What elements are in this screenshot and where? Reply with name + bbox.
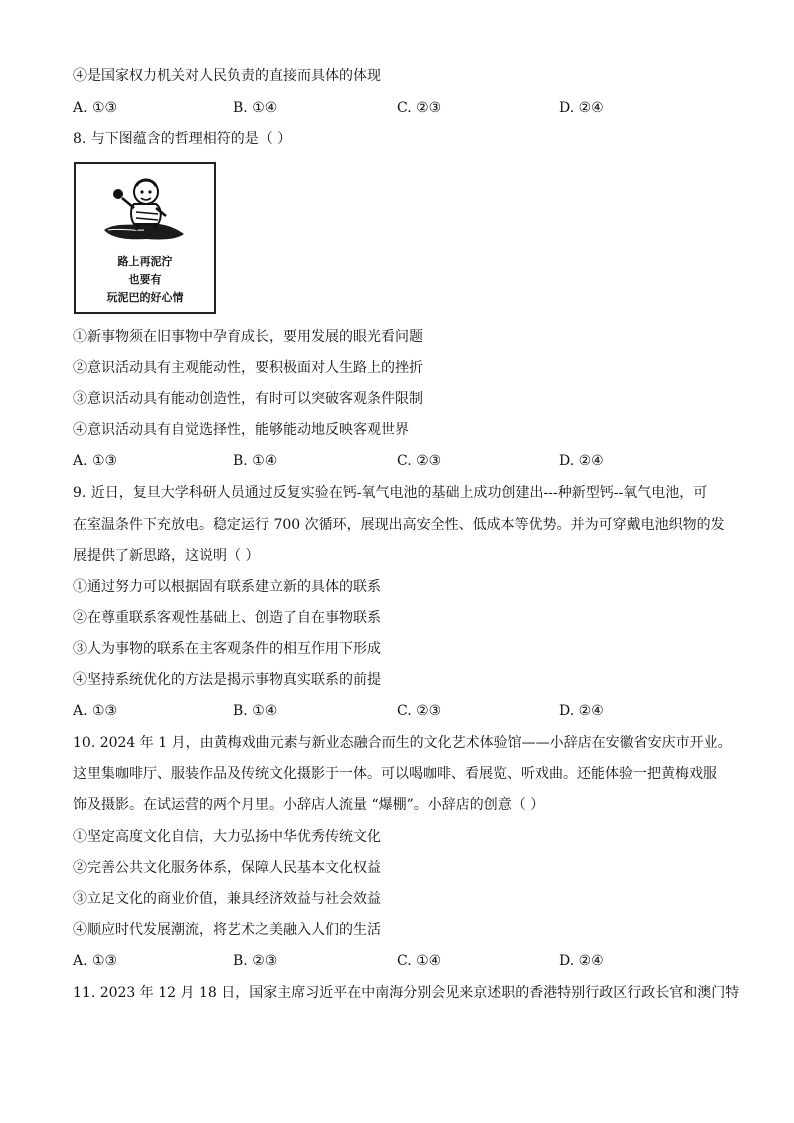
q8-statement-3: ③意识活动具有能动创造性，有时可以突破客观条件限制	[73, 391, 423, 407]
cartoon-caption-line-3: 玩泥巴的好心情	[106, 291, 184, 304]
q10-statement-2: ②完善公共文化服务体系，保障人民基本文化权益	[73, 860, 381, 876]
q9-option-c[interactable]: C. ②③	[397, 703, 442, 719]
q10-option-a[interactable]: A. ①③	[73, 953, 118, 969]
q7-option-b[interactable]: B. ①④	[233, 100, 278, 116]
q9-stem-line-2: 在室温条件下充放电。稳定运行 700 次循环，展现出高安全性、低成本等优势。并为可穿戴电池织物的发	[73, 517, 725, 533]
q9-option-d[interactable]: D. ②④	[559, 703, 604, 719]
q10-statement-1: ①坚定高度文化自信，大力弘扬中华优秀传统文化	[73, 829, 381, 845]
q10-stem-line-3: 饰及摄影。在试运营的两个月里。小辞店人流量 “爆棚”。小辞店的创意（ ）	[73, 797, 545, 813]
q7-options	[73, 99, 733, 117]
cartoon-caption-line-2: 也要有	[128, 273, 162, 286]
q11-stem-line-1: 11. 2023 年 12 月 18 日，国家主席习近平在中南海分别会见来京述职的香港特别行政区行政长官和澳门特	[73, 985, 740, 1001]
q10-option-d[interactable]: D. ②④	[559, 953, 604, 969]
q7-option-d[interactable]: D. ②④	[559, 100, 604, 116]
q10-stem-line-1: 10. 2024 年 1 月，由黄梅戏曲元素与新业态融合而生的文化艺术体验馆——小辞店在安徽省安庆市开业。	[73, 735, 732, 751]
q9-statement-4: ④坚持系统优化的方法是揭示事物真实联系的前提	[73, 672, 381, 688]
q10-statement-4: ④顺应时代发展潮流，将艺术之美融入人们的生活	[73, 922, 381, 938]
q9-statement-3: ③人为事物的联系在主客观条件的相互作用下形成	[73, 641, 381, 657]
q7-option-a[interactable]: A. ①③	[73, 100, 118, 116]
q9-stem-line-3: 展提供了新思路，这说明（ ）	[73, 548, 260, 564]
q8-options	[73, 452, 733, 470]
q8-statement-1: ①新事物须在旧事物中孕育成长，要用发展的眼光看问题	[73, 329, 423, 345]
q8-option-b[interactable]: B. ①④	[233, 453, 278, 469]
q10-options	[73, 952, 733, 970]
q9-option-a[interactable]: A. ①③	[73, 703, 118, 719]
q7-option-c[interactable]: C. ②③	[397, 100, 442, 116]
q10-option-c[interactable]: C. ①④	[397, 953, 442, 969]
q10-stem-line-2: 这里集咖啡厅、服装作品及传统文化摄影于一体。可以喝咖啡、看展览、听戏曲。还能体验一把黄梅戏服	[73, 766, 717, 782]
q9-statement-1: ①通过努力可以根据固有联系建立新的具体的联系	[73, 579, 381, 595]
q8-statement-2: ②意识活动具有主观能动性，要积极面对人生路上的挫折	[73, 360, 423, 376]
q8-option-d[interactable]: D. ②④	[559, 453, 604, 469]
q9-statement-2: ②在尊重联系客观性基础上、创造了自在事物联系	[73, 610, 381, 626]
q9-stem-line-1: 9. 近日，复旦大学科研人员通过反复实验在钙-氧气电池的基础上成功创建出---种新型钙--氧气电池，可	[73, 485, 708, 501]
q8-option-a[interactable]: A. ①③	[73, 453, 118, 469]
q8-option-c[interactable]: C. ②③	[397, 453, 442, 469]
q10-statement-3: ③立足文化的商业价值，兼具经济效益与社会效益	[73, 891, 381, 907]
cartoon-caption-line-1: 路上再泥泞	[117, 255, 173, 268]
q10-option-b[interactable]: B. ②③	[233, 953, 278, 969]
q7-statement-4: ④是国家权力机关对人民负责的直接而具体的体现	[73, 68, 381, 84]
q8-cartoon	[74, 162, 216, 314]
q9-options	[73, 702, 733, 720]
q9-option-b[interactable]: B. ①④	[233, 703, 278, 719]
q8-stem: 8. 与下图蕴含的哲理相符的是（ ）	[73, 131, 292, 147]
q8-statement-4: ④意识活动具有自觉选择性，能够能动地反映客观世界	[73, 422, 409, 438]
